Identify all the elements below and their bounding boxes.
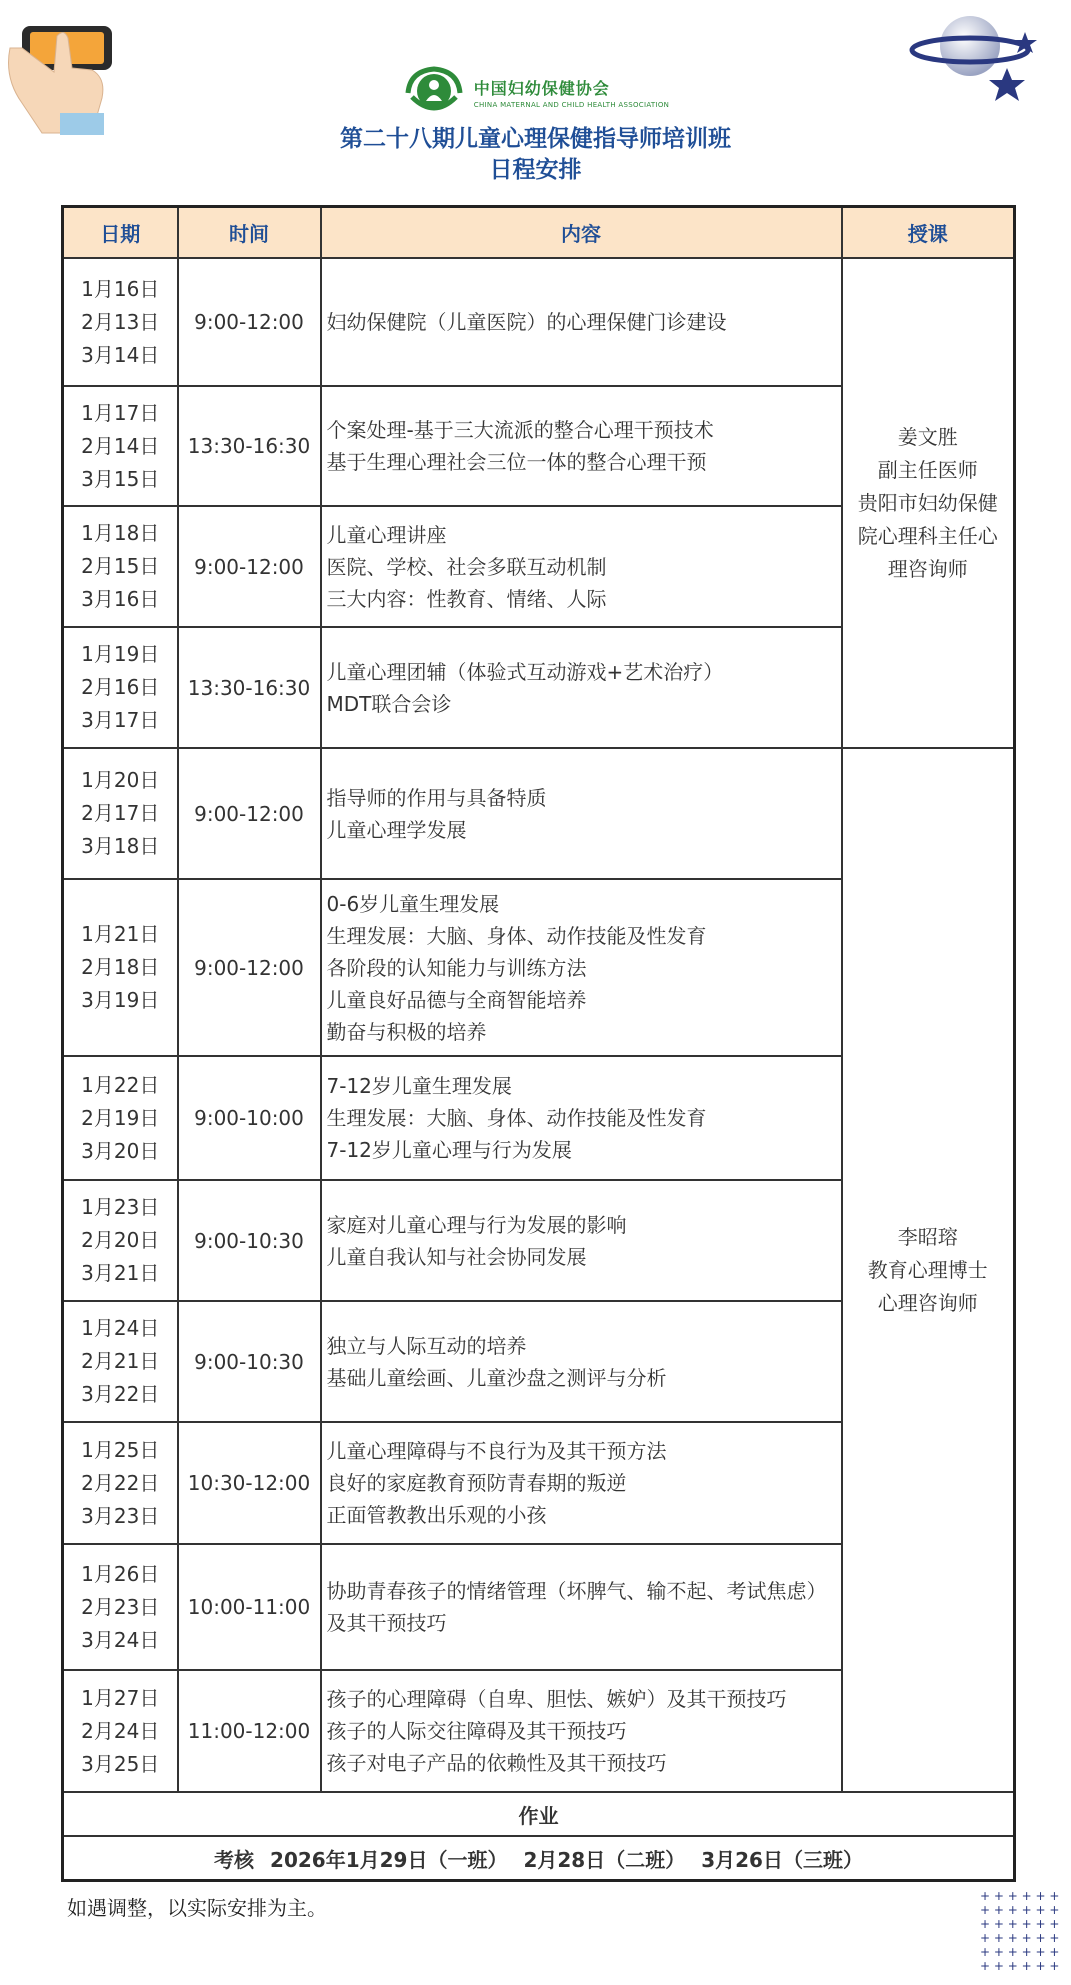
date-line: 2月22日 [81, 1470, 160, 1495]
svg-text:+ + + + + +: + + + + + + [980, 1931, 1060, 1945]
content-line: 三大内容：性教育、情绪、人际 [326, 586, 607, 611]
teacher-line: 院心理科主任心 [857, 523, 998, 548]
content-line: 医院、学校、社会多联互动机制 [326, 554, 607, 579]
teacher-cell [842, 258, 1015, 748]
content-line: 家庭对儿童心理与行为发展的影响 [326, 1212, 627, 1237]
svg-text:+ + + + + +: + + + + + + [980, 1890, 1060, 1903]
content-cell [321, 1422, 842, 1544]
column-header-teacher: 授课 [842, 207, 1015, 259]
date-line: 3月24日 [81, 1627, 160, 1652]
homework-row [63, 1792, 1015, 1836]
page-subtitle: 日程安排 [489, 157, 582, 183]
date-line: 2月16日 [81, 675, 160, 699]
content-cell [321, 1670, 842, 1792]
content-line: 指导师的作用与具备特质 [326, 785, 547, 810]
exam-class2: 2月28日（二班） [523, 1847, 686, 1872]
exam-info [63, 1836, 1015, 1881]
teacher-line: 副主任医师 [877, 457, 978, 482]
association-logo [0, 62, 1071, 122]
date-line: 3月15日 [81, 466, 160, 491]
content-cell [321, 879, 842, 1056]
date-cell [63, 1180, 178, 1301]
content-cell [321, 627, 842, 748]
content-line: 良好的家庭教育预防青春期的叛逆 [326, 1471, 627, 1495]
content-line: 儿童心理学发展 [326, 817, 467, 842]
content-line: 儿童良好品德与全商智能培养 [326, 987, 587, 1012]
date-line: 1月22日 [81, 1072, 160, 1097]
content-cell [321, 1180, 842, 1301]
teacher-line: 贵阳市妇幼保健 [857, 490, 998, 515]
content-cell [321, 386, 842, 506]
date-line: 2月18日 [81, 955, 160, 979]
content-line: 正面管教教出乐观的小孩 [326, 1503, 547, 1527]
date-cell [63, 1056, 178, 1180]
content-line: 个案处理-基于三大流派的整合心理干预技术 [326, 418, 714, 442]
date-cell [63, 627, 178, 748]
date-cell [63, 386, 178, 506]
time-cell: 9:00-10:30 [178, 1301, 321, 1422]
date-line: 1月27日 [81, 1685, 160, 1710]
date-line: 3月18日 [81, 834, 160, 858]
exam-class3: 3月26日（三班） [701, 1847, 863, 1872]
content-line: 生理发展：大脑、身体、动作技能及性发育 [326, 1106, 707, 1130]
date-cell [63, 1301, 178, 1422]
content-line: 妇幼保健院（儿童医院）的心理保健门诊建设 [326, 310, 727, 334]
date-line: 2月24日 [81, 1718, 160, 1743]
homework-label: 作业 [63, 1792, 1015, 1836]
date-cell [63, 748, 178, 879]
content-line: 孩子对电子产品的依赖性及其干预技巧 [326, 1751, 667, 1775]
content-line: 勤奋与积极的培养 [326, 1019, 487, 1044]
content-cell [321, 748, 842, 879]
logo-name-cn: 中国妇幼保健协会 [473, 78, 610, 98]
date-line: 1月16日 [81, 276, 160, 301]
date-line: 1月25日 [81, 1437, 160, 1462]
content-line: 基于生理心理社会三位一体的整合心理干预 [326, 450, 707, 474]
date-line: 2月20日 [81, 1228, 160, 1252]
date-line: 2月19日 [81, 1105, 160, 1130]
time-cell: 9:00-12:00 [178, 506, 321, 627]
content-cell [321, 258, 842, 386]
date-line: 1月17日 [81, 400, 160, 425]
time-cell: 9:00-10:30 [178, 1180, 321, 1301]
date-cell [63, 506, 178, 627]
date-line: 2月23日 [81, 1594, 160, 1619]
date-line: 3月19日 [81, 988, 160, 1012]
content-line: 各阶段的认知能力与训练方法 [326, 955, 587, 980]
content-cell [321, 1544, 842, 1670]
date-line: 1月20日 [81, 768, 160, 792]
date-cell [63, 258, 178, 386]
content-line: 协助青春孩子的情绪管理（坏脾气、输不起、考试焦虑）及其干预技巧 [326, 1579, 827, 1635]
table-row [63, 258, 1015, 386]
association-emblem-icon [402, 63, 466, 121]
svg-text:+ + + + + +: + + + + + + [980, 1945, 1060, 1959]
content-line: 独立与人际互动的培养 [326, 1333, 527, 1358]
time-cell: 10:00-11:00 [178, 1544, 321, 1670]
time-cell: 9:00-12:00 [178, 748, 321, 879]
content-line: 7-12岁儿童心理与行为发展 [326, 1138, 572, 1162]
date-line: 3月23日 [81, 1503, 160, 1528]
svg-text:+ + + + + +: + + + + + + [980, 1959, 1060, 1973]
date-line: 2月14日 [81, 433, 160, 458]
date-line: 3月16日 [81, 587, 160, 611]
date-line: 2月17日 [81, 801, 160, 825]
date-line: 2月13日 [81, 309, 160, 334]
content-cell [321, 506, 842, 627]
column-header-date: 日期 [63, 207, 178, 259]
content-line: 儿童心理团辅（体验式互动游戏+艺术治疗） [326, 659, 724, 684]
time-cell: 9:00-12:00 [178, 258, 321, 386]
time-cell: 13:30-16:30 [178, 627, 321, 748]
content-line: 基础儿童绘画、儿童沙盘之测评与分析 [326, 1365, 667, 1390]
content-line: 生理发展：大脑、身体、动作技能及性发育 [326, 923, 707, 948]
content-line: 儿童心理障碍与不良行为及其干预方法 [326, 1439, 667, 1463]
date-line: 1月21日 [81, 922, 160, 946]
date-line: 2月15日 [81, 554, 160, 578]
teacher-line: 心理咨询师 [877, 1290, 978, 1315]
date-line: 3月14日 [81, 342, 160, 367]
page-header [0, 62, 1071, 186]
schedule-table [61, 205, 1016, 1882]
date-cell [63, 1544, 178, 1670]
date-line: 3月22日 [81, 1382, 160, 1406]
date-line: 1月24日 [81, 1316, 160, 1340]
teacher-line: 李昭瑢 [897, 1224, 958, 1249]
date-line: 3月20日 [81, 1138, 160, 1163]
date-line: 3月17日 [81, 708, 160, 732]
teacher-cell [842, 748, 1015, 1792]
content-line: 儿童心理讲座 [326, 522, 447, 547]
time-cell: 9:00-10:00 [178, 1056, 321, 1180]
date-line: 2月21日 [81, 1349, 160, 1373]
time-cell: 11:00-12:00 [178, 1670, 321, 1792]
exam-class1: 2026年1月29日（一班） [270, 1847, 508, 1872]
teacher-line: 教育心理博士 [867, 1257, 988, 1282]
date-line: 3月21日 [81, 1261, 160, 1285]
plus-dot-grid [980, 1890, 1060, 1980]
table-row [63, 748, 1015, 879]
column-header-time: 时间 [178, 207, 321, 259]
date-cell [63, 1422, 178, 1544]
date-line: 1月19日 [81, 642, 160, 666]
time-cell: 13:30-16:30 [178, 386, 321, 506]
content-line: MDT联合会诊 [326, 691, 452, 716]
content-line: 孩子的人际交往障碍及其干预技巧 [326, 1719, 627, 1743]
teacher-line: 姜文胜 [897, 424, 958, 449]
content-line: 儿童自我认知与社会协同发展 [326, 1244, 587, 1269]
date-cell [63, 879, 178, 1056]
date-line: 1月23日 [81, 1195, 160, 1219]
logo-name-en: CHINA MATERNAL AND CHILD HEALTH ASSOCIATION [473, 100, 670, 109]
teacher-line: 理咨询师 [887, 556, 968, 581]
content-line: 0-6岁儿童生理发展 [326, 891, 500, 916]
svg-text:+ + + + + +: + + + + + + [980, 1917, 1060, 1931]
date-line: 1月18日 [81, 521, 160, 545]
exam-row [63, 1836, 1015, 1881]
time-cell: 9:00-12:00 [178, 879, 321, 1056]
page-title: 第二十八期儿童心理保健指导师培训班 [340, 126, 731, 152]
column-header-content: 内容 [321, 207, 842, 259]
table-header-row [63, 207, 1015, 259]
time-cell: 10:30-12:00 [178, 1422, 321, 1544]
svg-text:+ + + + + +: + + + + + + [980, 1903, 1060, 1917]
date-line: 1月26日 [81, 1561, 160, 1586]
date-cell [63, 1670, 178, 1792]
content-line: 7-12岁儿童生理发展 [326, 1074, 512, 1098]
content-cell [321, 1056, 842, 1180]
date-line: 3月25日 [81, 1751, 160, 1776]
exam-label: 考核 [214, 1847, 255, 1872]
content-cell [321, 1301, 842, 1422]
adjustment-note: 如遇调整，以实际安排为主。 [67, 1896, 327, 1920]
content-line: 孩子的心理障碍（自卑、胆怯、嫉妒）及其干预技巧 [326, 1687, 787, 1711]
